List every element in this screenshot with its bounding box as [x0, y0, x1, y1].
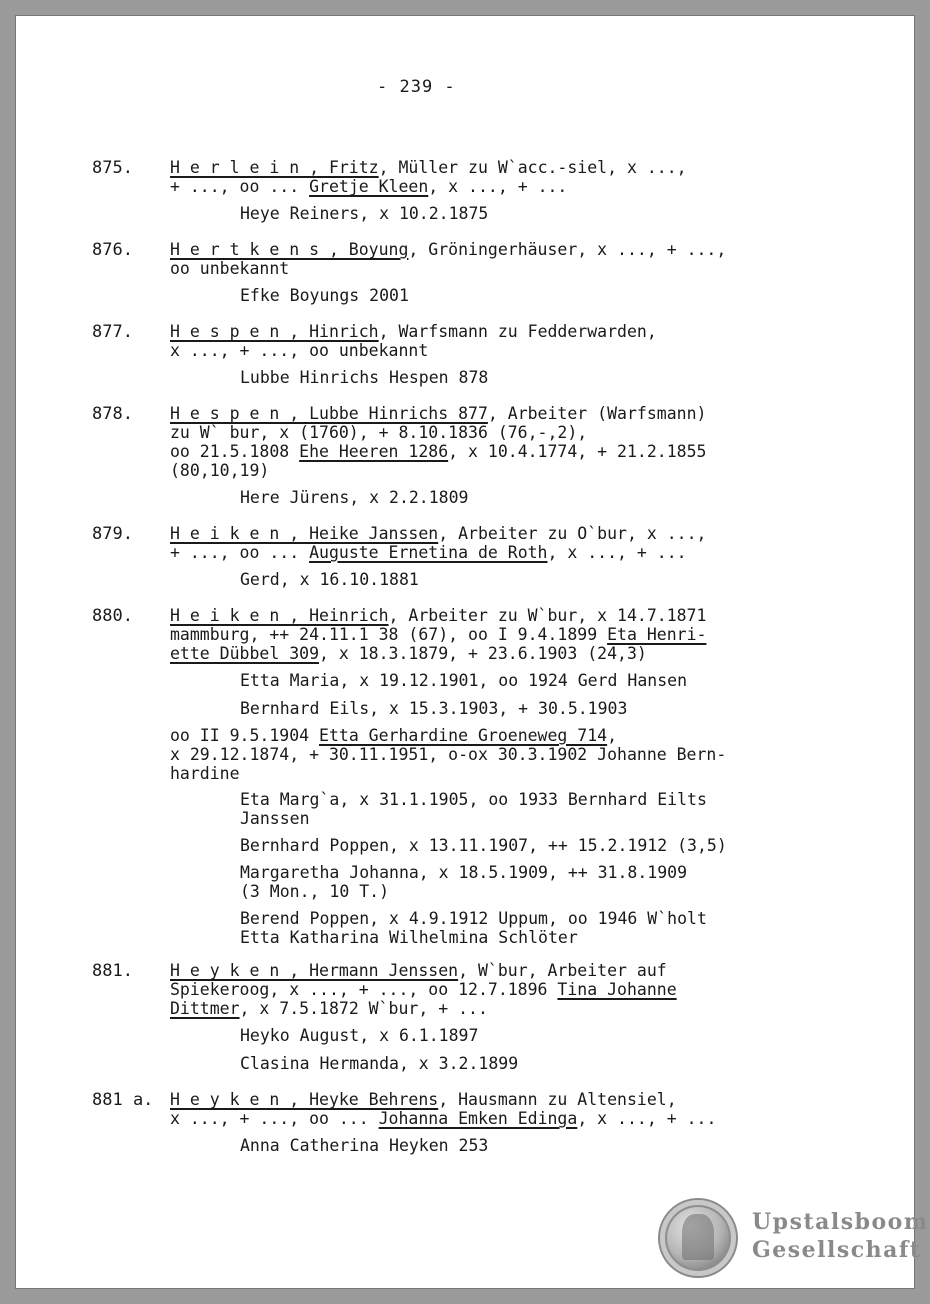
entry-text: oo II 9.5.1904	[170, 726, 320, 745]
child-entry	[240, 1054, 830, 1073]
child-line: Bernhard Eils, x 15.3.1903, + 30.5.1903	[240, 699, 628, 718]
child-line: Here Jürens, x 2.2.1809	[240, 488, 469, 507]
entry-text: , Arbeiter (Warfsmann)	[487, 404, 707, 423]
entry-body	[170, 240, 830, 305]
underlined-name: H e s p e n , Hinrich	[170, 322, 379, 341]
underlined-name: Gretje Kleen	[309, 177, 429, 196]
entry-line	[170, 423, 830, 442]
entry-line	[170, 606, 830, 625]
child-entry	[240, 286, 830, 305]
entry-line	[170, 543, 830, 562]
entry-line	[170, 259, 830, 278]
entry-text: , Müller zu W`acc.-siel, x ...,	[378, 158, 687, 177]
page-number: - 239 -	[377, 77, 456, 97]
entry-text: + ..., oo ...	[170, 543, 310, 562]
child-line: Heyko August, x 6.1.1897	[240, 1026, 479, 1045]
entry-line	[170, 961, 830, 980]
entry-line	[170, 726, 830, 745]
child-line: Heye Reiners, x 10.2.1875	[240, 204, 489, 223]
entry-body	[170, 322, 830, 387]
entry-line	[170, 644, 830, 663]
entry-text: + ..., oo ...	[170, 177, 310, 196]
entry-number: 876.	[92, 240, 133, 260]
child-line: Bernhard Poppen, x 13.11.1907, ++ 15.2.1912 (3,5)	[240, 836, 727, 855]
child-line: Margaretha Johanna, x 18.5.1909, ++ 31.8.1909	[240, 863, 688, 882]
entry-body	[170, 1090, 830, 1155]
seal-figure	[682, 1214, 714, 1260]
entry-body	[170, 606, 830, 947]
entry-text: , x ..., + ...	[547, 543, 687, 562]
underlined-name: H e y k e n , Heyke Behrens	[170, 1090, 439, 1109]
underlined-name: H e r t k e n s , Boyung	[170, 240, 409, 259]
brand-line-1: Upstalsboom	[752, 1209, 929, 1235]
child-line: Gerd, x 16.10.1881	[240, 570, 419, 589]
entry-body	[170, 961, 830, 1073]
entry-text: (80,10,19)	[170, 461, 270, 480]
entry-text: , x ..., + ...	[577, 1109, 717, 1128]
upstalsboom-logo	[660, 1200, 929, 1278]
entry-line	[170, 1090, 830, 1109]
child-line: Clasina Hermanda, x 3.2.1899	[240, 1054, 519, 1073]
child-entry	[240, 570, 830, 589]
entry-text: , W`bur, Arbeiter auf	[458, 961, 667, 980]
entry-line	[170, 1109, 830, 1128]
child-line: Anna Catherina Heyken 253	[240, 1136, 489, 1155]
child-entry	[240, 836, 830, 855]
entry-line	[170, 745, 830, 764]
underlined-name: Eta Henri-	[607, 625, 707, 644]
child-line: Efke Boyungs 2001	[240, 286, 409, 305]
underlined-name: Ehe Heeren 1286	[299, 442, 449, 461]
child-line: Berend Poppen, x 4.9.1912 Uppum, oo 1946 W`holt	[240, 909, 707, 928]
entry-line	[170, 404, 830, 423]
child-entry	[240, 204, 830, 223]
child-entry	[240, 1026, 830, 1045]
second-marriage	[170, 726, 830, 783]
entry-text: oo unbekannt	[170, 259, 290, 278]
entry-line	[170, 158, 830, 177]
underlined-name: Johanna Emken Edinga	[378, 1109, 578, 1128]
child-entry	[240, 671, 830, 690]
brand-line-2: Gesellschaft	[752, 1237, 922, 1263]
entry-text: , x 10.4.1774, + 21.2.1855	[448, 442, 707, 461]
entry-text: Spiekeroog, x ..., + ..., oo 12.7.1896	[170, 980, 558, 999]
entry-line	[170, 341, 830, 360]
underlined-name: ette Dübbel 309	[170, 644, 320, 663]
entry-text: , Hausmann zu Altensiel,	[438, 1090, 677, 1109]
entry-line	[170, 240, 830, 259]
child-line: Etta Maria, x 19.12.1901, oo 1924 Gerd Hansen	[240, 671, 688, 690]
entry-line	[170, 980, 830, 999]
child-entry	[240, 909, 830, 947]
child-line: Eta Marg`a, x 31.1.1905, oo 1933 Bernhard Eilts	[240, 790, 707, 809]
child-entry	[240, 1136, 830, 1155]
entry-number: 880.	[92, 606, 133, 626]
entry-number: 881 a.	[92, 1090, 154, 1110]
underlined-name: Tina Johanne	[557, 980, 677, 999]
underlined-name: Etta Gerhardine Groeneweg 714	[319, 726, 608, 745]
entry-number: 877.	[92, 322, 133, 342]
entry-text: mammburg, ++ 24.11.1 38 (67), oo I 9.4.1899	[170, 625, 608, 644]
child-entry	[240, 699, 830, 718]
entry-text: x ..., + ..., oo ...	[170, 1109, 379, 1128]
entry-body	[170, 404, 830, 507]
entry-number: 879.	[92, 524, 133, 544]
entry-text: , Warfsmann zu Fedderwarden,	[378, 322, 657, 341]
entry-text: zu W` bur, x (1760), + 8.10.1836 (76,-,2),	[170, 423, 588, 442]
child-entry	[240, 368, 830, 387]
child-line: Janssen	[240, 809, 310, 828]
entry-text: , x ..., + ...	[428, 177, 568, 196]
entry-text: ,	[607, 726, 618, 745]
entry-text: , Arbeiter zu W`bur, x 14.7.1871	[388, 606, 707, 625]
underlined-name: Dittmer	[170, 999, 240, 1018]
entry-line	[170, 524, 830, 543]
entry-line	[170, 999, 830, 1018]
entry-line	[170, 625, 830, 644]
entry-text: hardine	[170, 764, 240, 783]
entry-text: x ..., + ..., oo unbekannt	[170, 341, 429, 360]
seal-icon	[660, 1200, 736, 1276]
entry-text: x 29.12.1874, + 30.11.1951, o-ox 30.3.1902 Johanne Bern-	[170, 745, 727, 764]
child-entry	[240, 863, 830, 901]
entry-number: 878.	[92, 404, 133, 424]
entry-text: , x 18.3.1879, + 23.6.1903 (24,3)	[319, 644, 647, 663]
brand-name	[752, 1208, 929, 1264]
underlined-name: H e r l e i n , Fritz	[170, 158, 379, 177]
entry-text: , x 7.5.1872 W`bur, + ...	[239, 999, 488, 1018]
entry-text: , Arbeiter zu O`bur, x ...,	[438, 524, 707, 543]
entry-line	[170, 322, 830, 341]
entry-number: 875.	[92, 158, 133, 178]
entry-text: , Gröningerhäuser, x ..., + ...,	[408, 240, 727, 259]
entry-line	[170, 764, 830, 783]
underlined-name: H e y k e n , Hermann Jenssen	[170, 961, 459, 980]
child-line: Lubbe Hinrichs Hespen 878	[240, 368, 489, 387]
child-entry	[240, 488, 830, 507]
underlined-name: H e i k e n , Heinrich	[170, 606, 389, 625]
entry-body	[170, 524, 830, 589]
entry-line	[170, 442, 830, 461]
entry-line	[170, 461, 830, 480]
entry-text: oo 21.5.1808	[170, 442, 300, 461]
entry-line	[170, 177, 830, 196]
child-line: Etta Katharina Wilhelmina Schlöter	[240, 928, 578, 947]
document-page	[15, 15, 929, 1289]
underlined-name: H e s p e n , Lubbe Hinrichs 877	[170, 404, 488, 423]
child-line: (3 Mon., 10 T.)	[240, 882, 390, 901]
underlined-name: H e i k e n , Heike Janssen	[170, 524, 439, 543]
child-entry	[240, 790, 830, 828]
underlined-name: Auguste Ernetina de Roth	[309, 543, 548, 562]
entry-number: 881.	[92, 961, 133, 981]
entry-body	[170, 158, 830, 223]
